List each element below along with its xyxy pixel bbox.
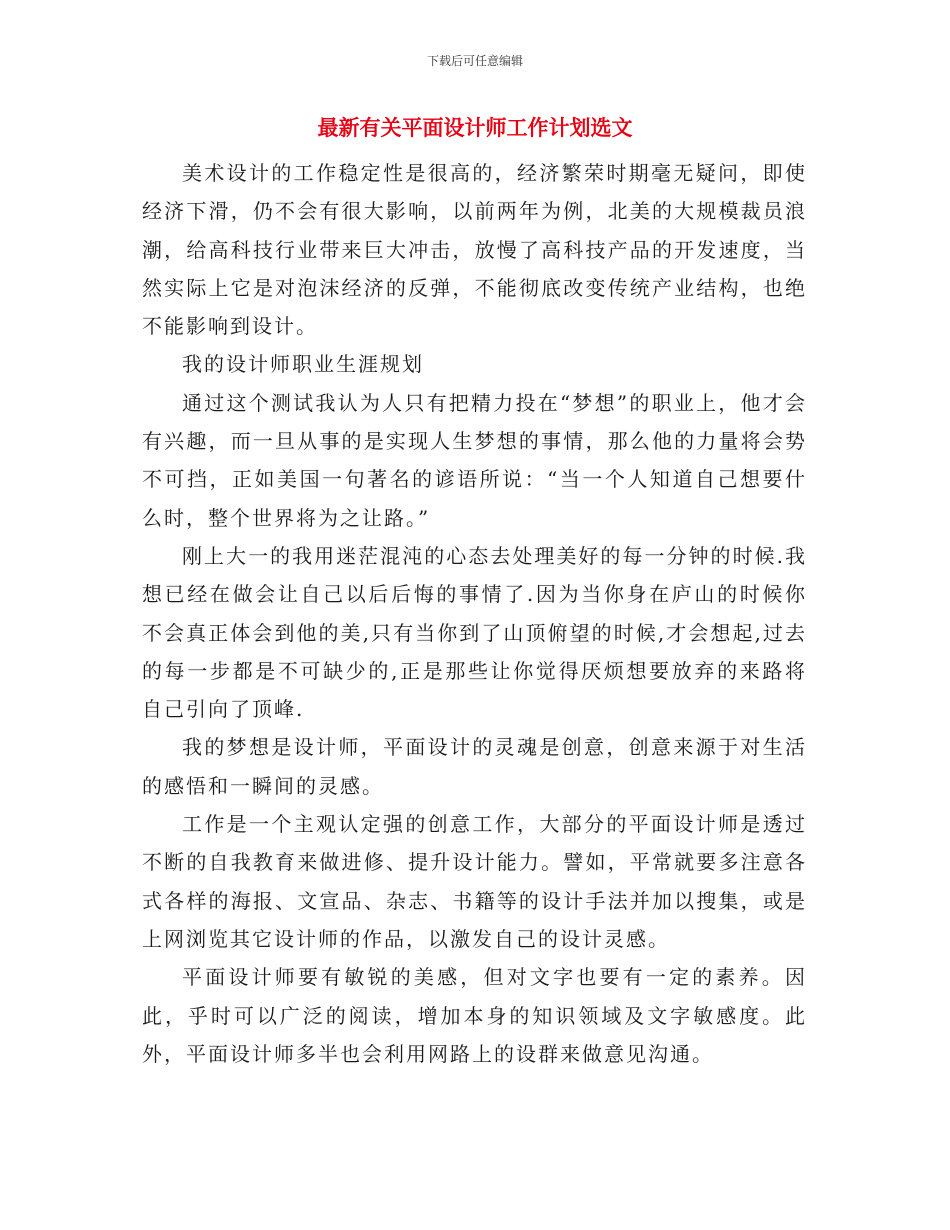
paragraph-creativity: 我的梦想是设计师，平面设计的灵魂是创意，创意来源于对生活的感悟和一瞬间的灵感。	[142, 735, 807, 798]
header-note: 下载后可任意编辑	[426, 54, 523, 68]
paragraph-heading: 我的设计师职业生涯规划	[182, 352, 424, 377]
document-body	[142, 154, 807, 1073]
paragraph-dream-career: 通过这个测试我认为人只有把精力投在“梦想”的职业上，他才会有兴趣，而一旦从事的是实现人生梦想的事情，那么他的力量将会势不可挡，正如美国一句著名的谚语所说：“当一个人知道自己想要什么时，整个世界将为之让路。”	[142, 390, 807, 530]
document-title: 最新有关平面设计师工作计划选文	[317, 116, 633, 140]
paragraph-aesthetics: 平面设计师要有敏锐的美感，但对文字也要有一定的素养。因此，乎时可以广泛的阅读，增加本身的知识领域及文字敏感度。此外，平面设计师多半也会利用网路上的设群来做意见沟通。	[142, 965, 807, 1066]
paragraph-self-education: 工作是一个主观认定强的创意工作，大部分的平面设计师是透过不断的自我教育来做进修、提升设计能力。譬如，平常就要多注意各式各样的海报、文宣品、杂志、书籍等的设计手法并加以搜集，或是上网浏览其它设计师的作品，以激发自己的设计灵感。	[142, 812, 807, 951]
paragraph-intro: 美术设计的工作稳定性是很高的，经济繁荣时期毫无疑问，即使经济下滑，仍不会有很大影响，以前两年为例，北美的大规模裁员浪潮，给高科技行业带来巨大冲击，放慢了高科技产品的开发速度，当然实际上它是对泡沫经济的反弹，不能彻底改变传统产业结构，也绝不能影响到设计。	[142, 161, 807, 339]
paragraph-freshman: 刚上大一的我用迷茫混沌的心态去处理美好的每一分钟的时候.我想已经在做会让自己以后后悔的事情了.因为当你身在庐山的时候你不会真正体会到他的美,只有当你到了山顶俯望的时候,才会想起,过去的每一步都是不可缺少的,正是那些让你觉得厌烦想要放弃的来路将自己引向了顶峰.	[142, 543, 807, 722]
